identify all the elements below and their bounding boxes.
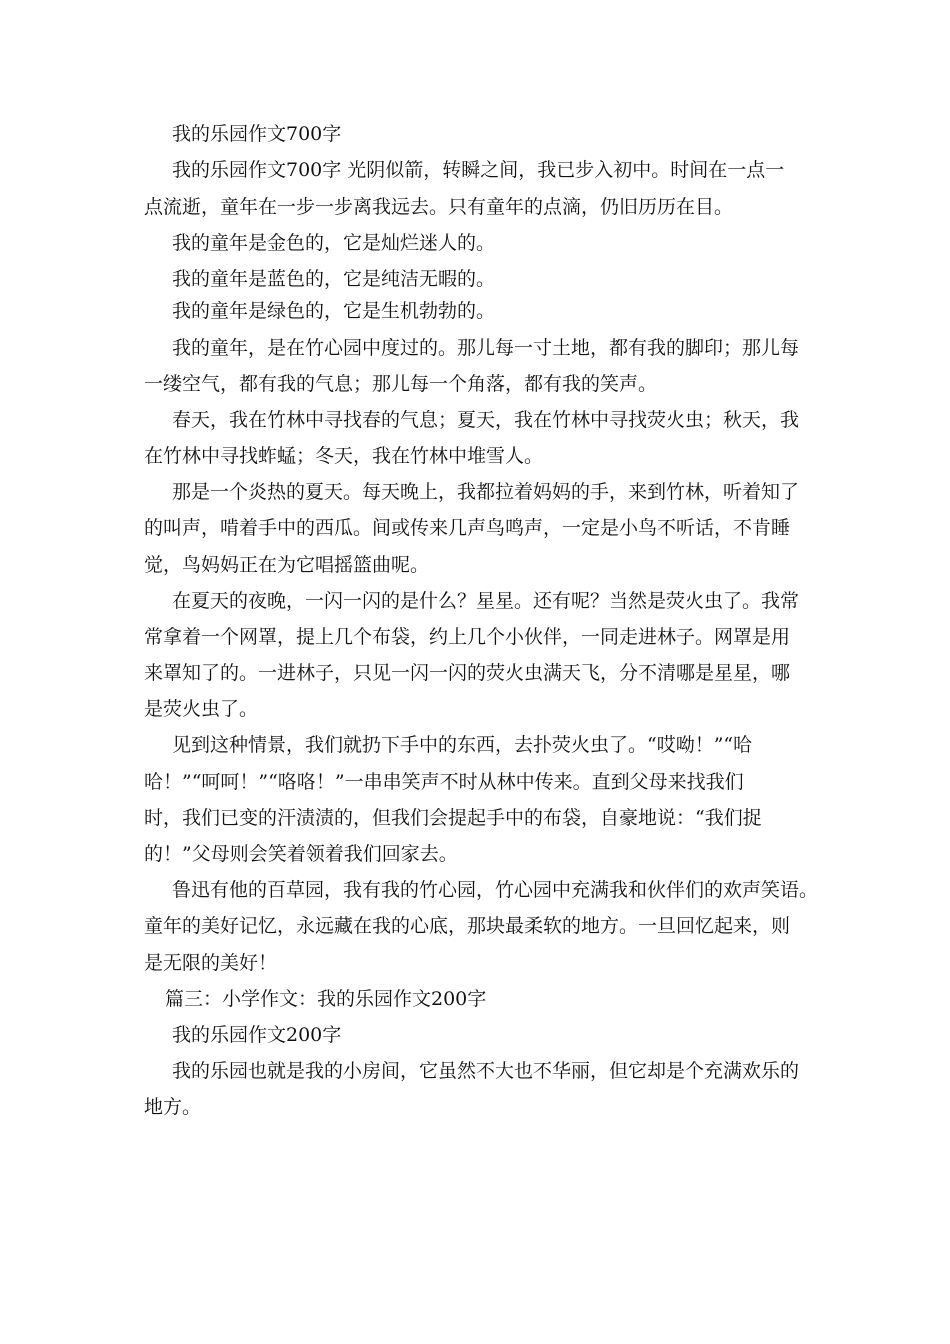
text-line: 见到这种情景，我们就扔下手中的东西，去扑荧火虫了。“哎呦！”“哈 — [172, 734, 753, 756]
text-line: 我的乐园也就是我的小房间，它虽然不大也不华丽，但它却是个充满欢乐的 — [172, 1060, 800, 1082]
text-line: 点流逝，童年在一步一步离我远去。只有童年的点滴，仍旧历历在目。 — [144, 196, 734, 218]
text-line: 我的乐园作文200字 — [172, 1024, 342, 1046]
text-line: 在竹林中寻找蚱蜢；冬天，我在竹林中堆雪人。 — [144, 445, 544, 467]
text-line: 我的童年是金色的，它是灿烂迷人的。 — [172, 232, 496, 254]
text-line: 哈！”“呵呵！”“咯咯！”一串串笑声不时从林中传来。直到父母来找我们 — [144, 771, 744, 793]
text-line: 是荧火虫了。 — [144, 698, 259, 720]
text-line: 在夏天的夜晚，一闪一闪的是什么？星星。还有呢？当然是荧火虫了。我常 — [172, 590, 800, 612]
text-line: 我的乐园作文700字 — [172, 123, 342, 145]
text-line: 那是一个炎热的夏天。每天晚上，我都拉着妈妈的手，来到竹林，听着知了 — [172, 481, 800, 503]
text-line: 我的童年是蓝色的，它是纯洁无暇的。 — [172, 268, 496, 290]
text-line: 篇三：小学作文：我的乐园作文200字 — [165, 988, 487, 1010]
text-line: 春天，我在竹林中寻找春的气息；夏天，我在竹林中寻找荧火虫；秋天，我 — [172, 409, 800, 431]
text-line: 时，我们已变的汗渍渍的，但我们会提起手中的布袋，自豪地说：“我们捉 — [144, 807, 762, 829]
text-line: 地方。 — [144, 1096, 202, 1118]
text-line: 鲁迅有他的百草园，我有我的竹心园，竹心园中充满我和伙伴们的欢声笑语。 — [172, 879, 819, 901]
text-line: 我的乐园作文700字 光阴似箭，转瞬之间，我已步入初中。时间在一点一 — [172, 159, 785, 181]
text-line: 童年的美好记忆，永远藏在我的心底，那块最柔软的地方。一旦回忆起来，则 — [144, 915, 791, 937]
text-line: 的！”父母则会笑着领着我们回家去。 — [144, 843, 458, 865]
text-line: 我的童年，是在竹心园中度过的。那儿每一寸土地，都有我的脚印；那儿每 — [172, 337, 800, 359]
text-line: 的叫声，啃着手中的西瓜。间或传来几声鸟鸣声，一定是小鸟不听话，不肯睡 — [144, 517, 791, 539]
text-line: 觉，鸟妈妈正在为它唱摇篮曲呢。 — [144, 554, 430, 576]
text-line: 一缕空气，都有我的气息；那儿每一个角落，都有我的笑声。 — [144, 373, 658, 395]
text-line: 常拿着一个网罩，提上几个布袋，约上几个小伙伴，一同走进林子。网罩是用 — [144, 626, 791, 648]
text-line: 来罩知了的。一进林子，只见一闪一闪的荧火虫满天飞，分不清哪是星星，哪 — [144, 662, 791, 684]
text-line: 是无限的美好！ — [144, 952, 278, 974]
text-line: 我的童年是绿色的，它是生机勃勃的。 — [172, 300, 496, 322]
